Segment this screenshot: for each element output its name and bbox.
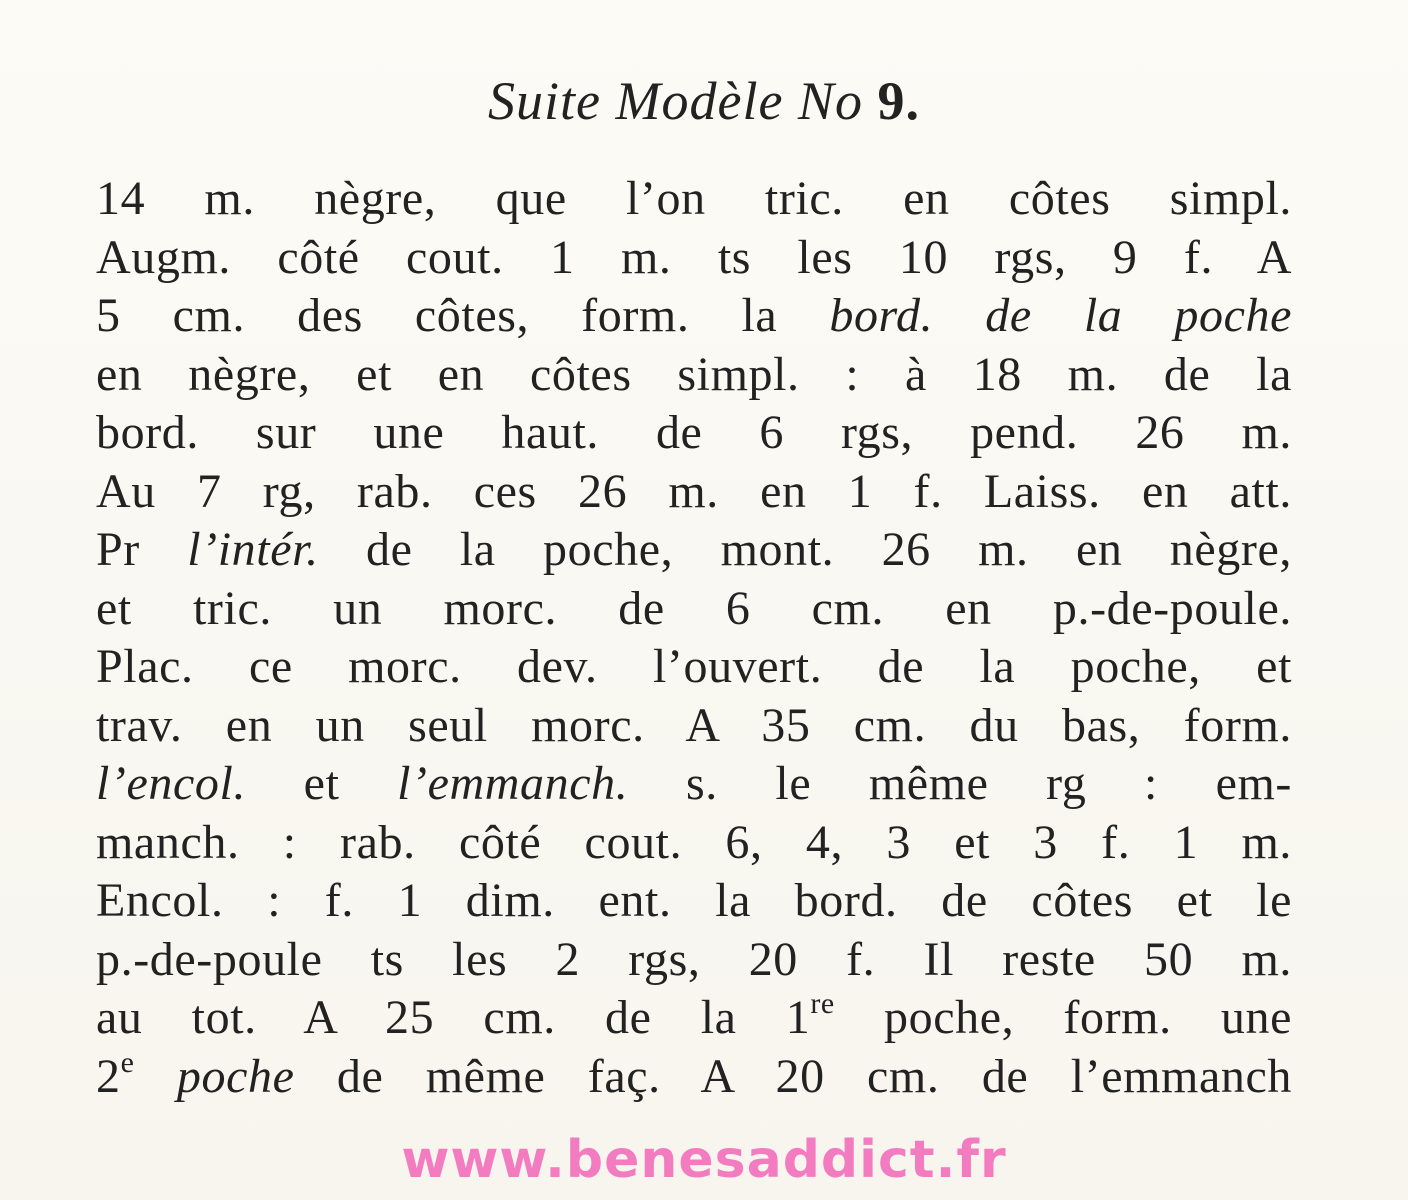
italic-segment: bord. de la poche: [829, 289, 1292, 342]
italic-segment: l’emmanch.: [397, 757, 629, 810]
text-line: [96, 931, 1292, 990]
superscript-segment: re: [810, 989, 835, 1020]
pattern-text: [96, 170, 1292, 1106]
text-segment: bord. sur une haut. de 6 rgs, pend. 26 m.: [96, 406, 1292, 459]
italic-segment: poche: [176, 1049, 295, 1103]
text-line: [96, 404, 1292, 463]
text-segment: de même faç. A 20 cm. de l’emmanch: [294, 1049, 1292, 1103]
text-segment: 14 m. nègre, que l’on tric. en côtes simpl.: [96, 172, 1292, 225]
watermark-text: www.benesaddict.fr: [401, 1130, 1007, 1190]
text-segment: p.-de-poule ts les 2 rgs, 20 f. Il reste 50 m.: [96, 932, 1292, 986]
text-line: [96, 638, 1292, 697]
text-line: [96, 346, 1292, 405]
italic-segment: l’encol.: [96, 757, 247, 810]
text-line: [96, 463, 1292, 522]
text-line: [96, 755, 1292, 814]
text-segment: Plac. ce morc. dev. l’ouvert. de la poche, et: [96, 640, 1292, 693]
text-segment: et tric. un morc. de 6 cm. en p.-de-poule.: [96, 581, 1292, 635]
italic-segment: l’intér.: [187, 523, 319, 576]
text-segment: de la poche, mont. 26 m. en nègre,: [318, 523, 1292, 576]
superscript-segment: e: [120, 1047, 135, 1079]
text-segment: poche, form. une: [834, 991, 1292, 1044]
text-line: [96, 697, 1292, 756]
text-line: [96, 287, 1292, 346]
text-segment: s. le même rg : em-: [628, 757, 1292, 810]
text-line: [96, 170, 1292, 229]
text-segment: 2: [96, 1049, 121, 1103]
text-line: [96, 1048, 1292, 1107]
page-title: [0, 70, 1408, 132]
text-line: [96, 872, 1292, 931]
text-segment: Pr: [96, 523, 188, 576]
text-segment: au tot. A 25 cm. de la 1: [96, 991, 811, 1044]
text-line: [96, 580, 1292, 639]
page-title-number: 9.: [877, 71, 920, 131]
text-line: [96, 989, 1292, 1048]
text-segment: trav. en un seul morc. A 35 cm. du bas, form.: [96, 698, 1292, 752]
text-line: [96, 229, 1292, 288]
page-title-text: Suite Modèle No: [488, 71, 863, 131]
text-line: [96, 521, 1292, 580]
text-segment: Augm. côté cout. 1 m. ts les 10 rgs, 9 f. A: [96, 230, 1292, 284]
text-segment: en nègre, et en côtes simpl. : à 18 m. de la: [96, 347, 1292, 401]
text-segment: 5 cm. des côtes, form. la: [96, 289, 830, 342]
text-line: [96, 814, 1292, 873]
text-segment: manch. : rab. côté cout. 6, 4, 3 et 3 f. 1 m.: [96, 815, 1292, 869]
text-segment: Encol. : f. 1 dim. ent. la bord. de côtes et le: [96, 874, 1292, 927]
text-segment: et: [246, 757, 398, 810]
text-segment: Au 7 rg, rab. ces 26 m. en 1 f. Laiss. en att.: [96, 464, 1292, 518]
text-segment: [135, 1050, 177, 1103]
